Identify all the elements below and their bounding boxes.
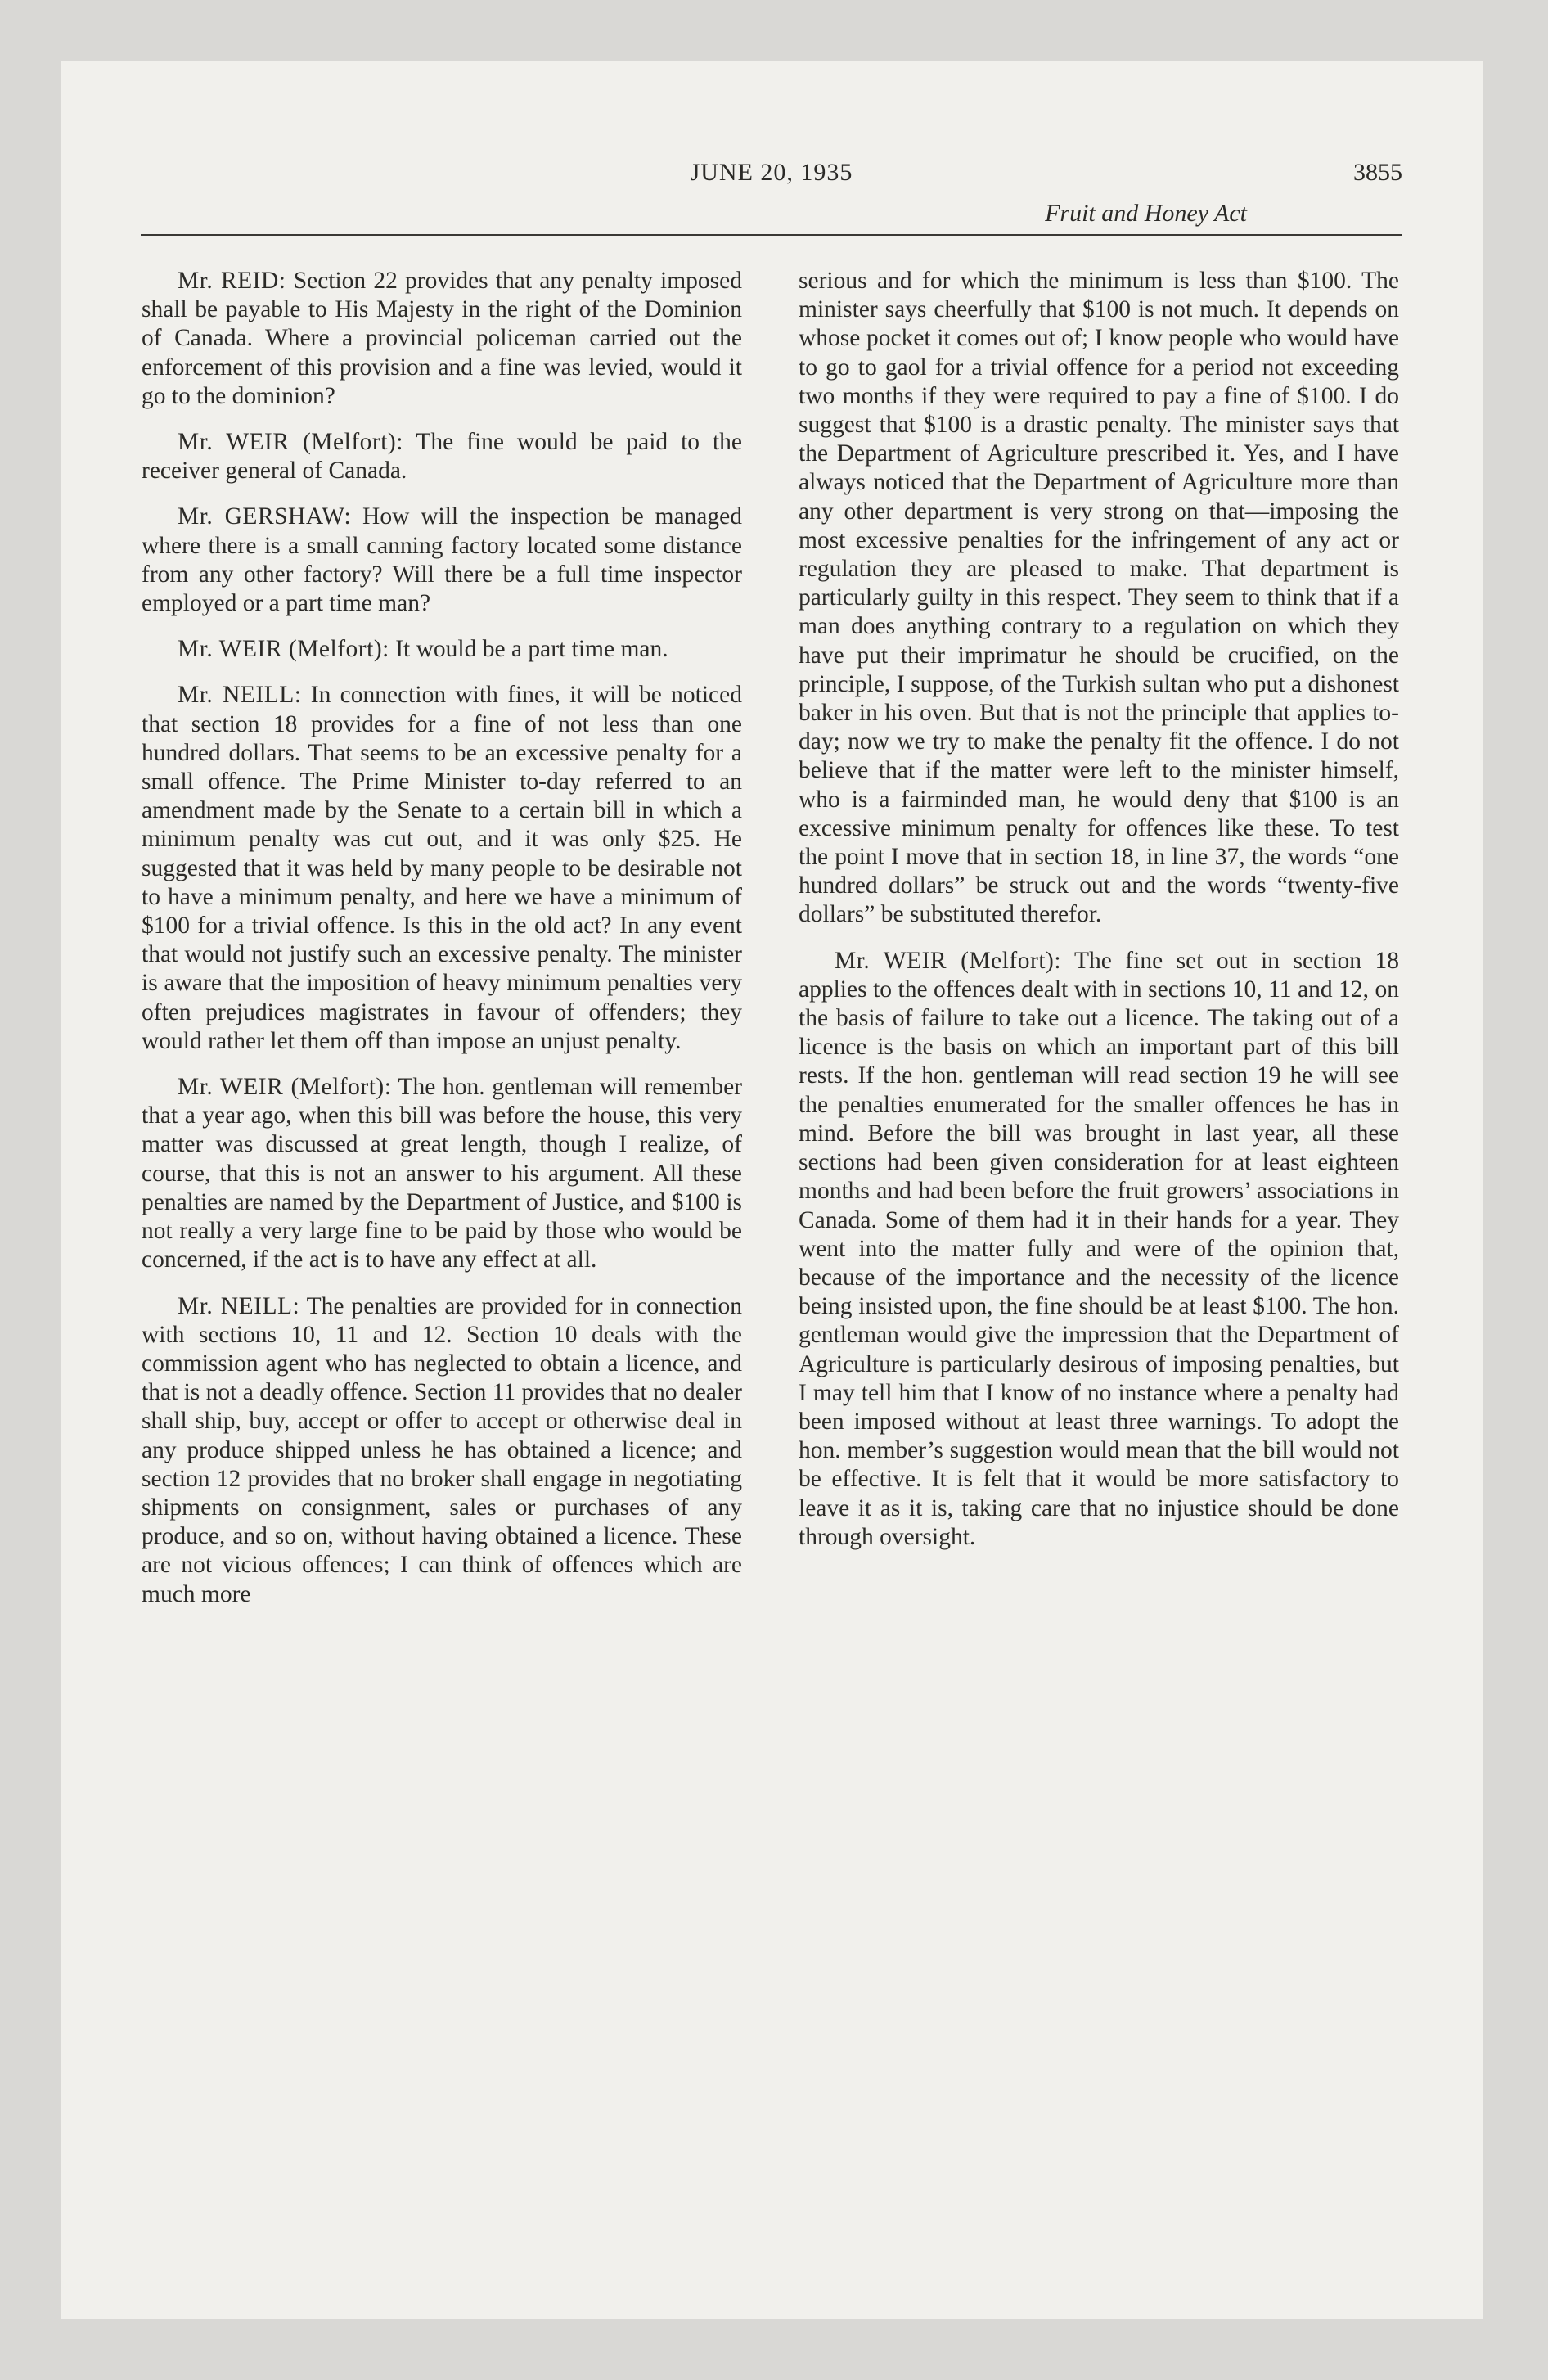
speaker-name: Mr. REID: <box>178 268 286 294</box>
paragraph-text: Section 22 provides that any penalty imposed shall be payable to His Majesty in the right of the Dominion of Canada. Where a provincial policeman carried out the enforcement of this provision and a fine was levied, would it go to the dominion? <box>142 268 743 409</box>
paragraph-continuation <box>799 267 1399 930</box>
speaker-name: Mr. WEIR (Melfort): <box>835 947 1062 974</box>
paragraph <box>142 635 742 664</box>
page-header <box>141 159 1402 236</box>
speaker-name: Mr. NEILL: <box>178 682 302 709</box>
page-number: 3855 <box>1353 159 1402 186</box>
paragraph <box>142 267 742 411</box>
speaker-name: Mr. WEIR (Melfort): <box>178 429 403 456</box>
page-sheet <box>61 61 1483 2319</box>
paragraph-text: How will the inspection be managed where there is a small canning factory located some distance from any other factory? Will there be a full time inspector employed or a part time man? <box>142 503 742 617</box>
paragraph-text: The hon. gentleman will remember that a year ago, when this bill was before the house, this very matter was discussed at great length, though I realize, of course, that this is not an answer to his argument. All these penalties are named by the Department of Justice, and $100 is not really a very large fine to be paid by those who would be concerned, if the act is to have any effect at all. <box>142 1074 742 1273</box>
paragraph <box>142 428 742 485</box>
paragraph <box>142 681 742 1056</box>
paragraph-text: The fine would be paid to the receiver general of Canada. <box>142 429 743 485</box>
speaker-name: Mr. GERSHAW: <box>178 503 352 530</box>
speaker-name: Mr. NEILL: <box>178 1292 300 1319</box>
paragraph-text: In connection with fines, it will be noticed that section 18 provides for a fine of not less than one hundred dollars. That seems to be an excessive penalty for a small offence. The Prime Minister to-day referred to an amendment made by the Senate to a certain bill in which a minimum penalty was cut out, and it was only $25. He suggested that it was held by many people to be desirable not to have a minimum penalty, and here we have a minimum of $100 for a trivial offence. Is this in the old act? In any event that would not justify such an excessive penalty. The minister is aware that the imposition of heavy minimum penalties very often prejudices magistrates in favour of offenders; they would rather let them off than impose an unjust penalty. <box>142 682 742 1054</box>
speaker-name: Mr. WEIR (Melfort): <box>178 636 389 663</box>
paragraph-text: It would be a part time man. <box>389 636 668 663</box>
paragraph <box>142 1292 742 1609</box>
paragraph <box>142 1073 742 1274</box>
paragraph <box>799 947 1399 1552</box>
header-date: JUNE 20, 1935 <box>690 159 853 186</box>
paragraph <box>142 503 742 618</box>
running-title: Fruit and Honey Act <box>1045 200 1247 227</box>
right-column <box>799 267 1399 1569</box>
paragraph-text: serious and for which the minimum is less than $100. The minister says cheerfully that $100 is not much. It depends on whose pocket it comes out of; I know people who would have to go to gaol for a trivial offence for a period not exceeding two months if they were required to pay a fine of $100. I do suggest that $100 is a drastic penalty. The minister says that the Department of Agriculture prescribed it. Yes, and I have always noticed that the Department of Agriculture more than any other department is very strong on that—imposing the most excessive penalties for the infringement of any act or regulation they are pleased to make. That department is particularly guilty in this respect. They seem to think that if a man does anything contrary to a regulation on which they have put their imprimatur he should be crucified, on the principle, I suppose, of the Turkish sultan who put a dishonest baker in his oven. But that is not the principle that applies to-day; now we try to make the penalty fit the offence. I do not believe that if the matter were left to the minister himself, who is a fairminded man, he would deny that $100 is an excessive minimum penalty for offences like these. To test the point I move that in section 18, in line 37, the words “one hundred dollars” be struck out and the words “twenty-five dollars” be substituted therefor. <box>799 268 1399 928</box>
paragraph-text: The fine set out in section 18 applies to the offences dealt with in sections 10, 11 and 12, on the basis of failure to take out a licence. The taking out of a licence is the basis on which an important part of this bill rests. If the hon. gentleman will read section 19 he will see the penalties enumerated for the smaller offences he has in mind. Before the bill was brought in last year, all these sections had been given consideration for at least eighteen months and had been before the fruit growers’ associations in Canada. Some of them had it in their hands for a year. They went into the matter fully and were of the opinion that, because of the importance and the necessity of the licence being insisted upon, the fine should be at least $100. The hon. gentleman would give the impression that the Department of Agriculture is particularly desirous of imposing penalties, but I may tell him that I know of no instance where a penalty had been imposed without at least three warnings. To adopt the hon. member’s suggestion would mean that the bill would not be effective. It is felt that it would be more satisfactory to leave it as it is, taking care that no injustice should be done through oversight. <box>799 947 1399 1550</box>
paragraph-text: The penalties are provided for in connection with sections 10, 11 and 12. Section 10 deals with the commission agent who has neglected to obtain a licence, and that is not a deadly offence. Section 11 provides that no dealer shall ship, buy, accept or offer to accept or otherwise deal in any produce shipped unless he has obtained a licence; and section 12 provides that no broker shall engage in negotiating shipments on consignment, sales or purchases of any produce, and so on, without having obtained a licence. These are not vicious offences; I can think of offences which are much more <box>142 1292 742 1607</box>
speaker-name: Mr. WEIR (Melfort): <box>178 1074 392 1101</box>
left-column <box>142 267 742 1626</box>
